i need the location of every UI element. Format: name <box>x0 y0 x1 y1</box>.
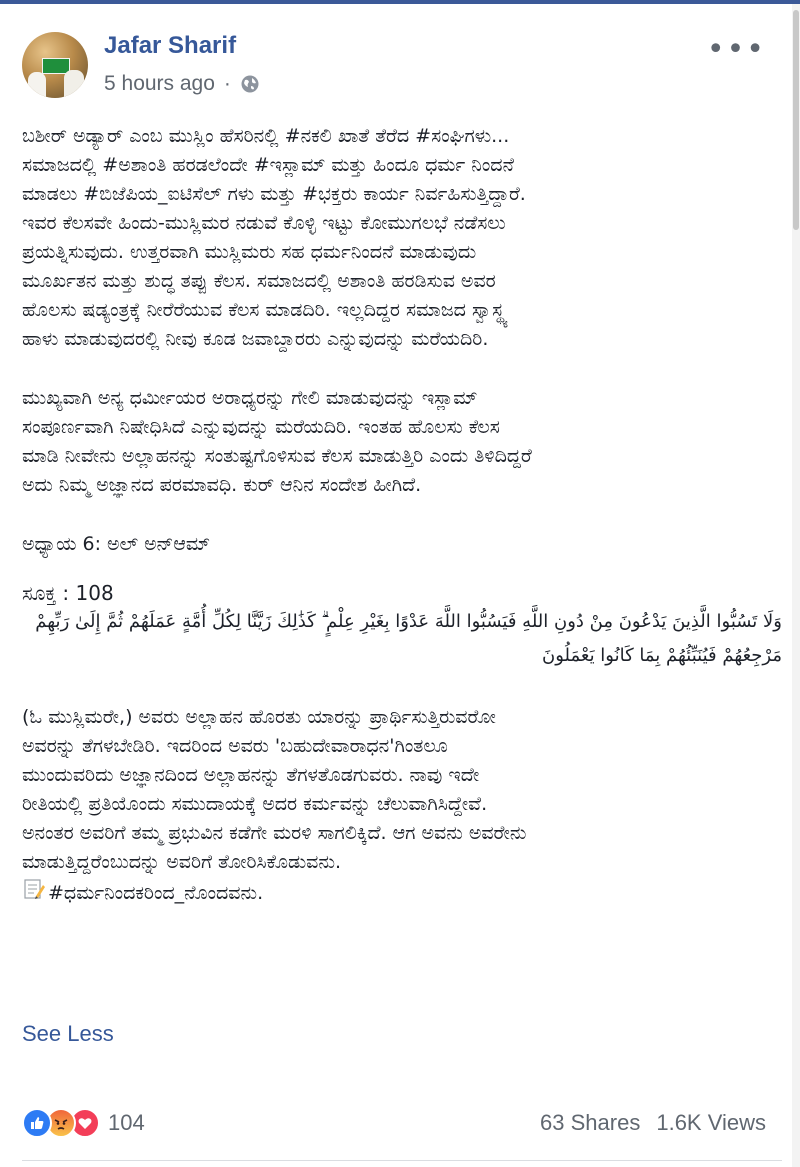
post-paragraph-2: ಮುಖ್ಯವಾಗಿ ಅನ್ಯ ಧರ್ಮೀಯರ ಅರಾಧ್ಯರನ್ನು ಗೇಲಿ ಮಾಡುವುದನ್ನು ಇಸ್ಲಾಮ್ ಸಂಪೂರ್ಣವಾಗಿ ನಿಷೇಧಿಸಿದೆ ಎನ್ನುವುದನ್ನು ಮರೆಯದಿರಿ. ಇಂತಹ ಹೊಲಸು ಕೆಲಸ ಮಾಡಿ ನೀವೇನು ಅಲ್ಲಾಹನನ್ನು ಸಂತುಷ್ಟಗೊಳಿಸುವ ಕೆಲಸ ಮಾಡುತ್ತಿರಿ ಎಂದು ತಿಳಿದಿದ್ದರೆ ಅದು ನಿಮ್ಮ ಅಜ್ಞಾನದ ಪರಮಾವಧಿ. ಕುರ್ ಆನಿನ ಸಂದೇಶ ಹೀಗಿದೆ. <box>22 387 532 496</box>
verse-number: ಸೂಕ್ತ : 108 <box>22 581 114 605</box>
avatar-person-left <box>28 72 46 98</box>
memo-icon <box>22 877 46 910</box>
shares-count[interactable]: 63 Shares <box>540 1110 641 1135</box>
divider <box>22 1160 782 1161</box>
post-stats <box>540 1110 766 1136</box>
closing-hashtag[interactable]: #ಧರ್ಮನಿಂದಕರಿಂದ_ನೊಂದವನು. <box>48 882 264 904</box>
reactions-summary[interactable] <box>22 1108 145 1138</box>
reaction-count: 104 <box>108 1110 145 1135</box>
chapter-title: ಅಧ್ಯಾಯ 6: ಅಲ್ ಅನ್ಆಮ್ <box>22 533 211 555</box>
avatar-person-right <box>64 70 84 98</box>
post-meta <box>104 72 260 96</box>
globe-icon[interactable] <box>240 74 260 94</box>
like-icon <box>22 1108 52 1138</box>
scrollbar[interactable] <box>792 4 800 1167</box>
avatar[interactable] <box>22 32 88 98</box>
views-count: 1.6K Views <box>656 1110 766 1135</box>
post-paragraph-1: ಬಶೀರ್ ಅಡ್ಯಾರ್ ಎಂಬ ಮುಸ್ಲಿಂ ಹೆಸರಿನಲ್ಲಿ #ನಕಲಿ ಖಾತೆ ತೆರೆದ #ಸಂಘಿಗಳು... ಸಮಾಜದಲ್ಲಿ #ಅಶಾಂತಿ ಹರಡಲೆಂದೇ #ಇಸ್ಲಾಮ್ ಮತ್ತು ಹಿಂದೂ ಧರ್ಮ ನಿಂದನೆ ಮಾಡಲು #ಬಿಜೆಪಿಯ_ಐಟಿಸೆಲ್ ಗಳು ಮತ್ತು #ಭಕ್ತರು ಕಾರ್ಯ ನಿರ್ವಹಿಸುತ್ತಿದ್ದಾರೆ. ಇವರ ಕೆಲಸವೇ ಹಿಂದು-ಮುಸ್ಲಿಮರ ನಡುವೆ ಕೊಳ್ಳಿ ಇಟ್ಟು ಕೋಮುಗಲಭೆ ನಡೆಸಲು ಪ್ರಯತ್ನಿಸುವುದು. ಉತ್ತರವಾಗಿ ಮುಸ್ಲಿಮರು ಸಹ ಧರ್ಮನಿಂದನೆ ಮಾಡುವುದು ಮೂರ್ಖತನ ಮತ್ತು ಶುದ್ಧ ತಪ್ಪು ಕೆಲಸ. ಸಮಾಜದಲ್ಲಿ ಅಶಾಂತಿ ಹರಡಿಸುವ ಅವರ ಹೊಲಸು ಷಡ್ಯಂತ್ರಕ್ಕೆ ನೀರೆರೆಯುವ ಕೆಲಸ ಮಾಡದಿರಿ. ಇಲ್ಲದಿದ್ದರ ಸಮಾಜದ ಸ್ವಾಸ್ಥ್ಯ ಹಾಳು ಮಾಡುವುದರಲ್ಲಿ ನೀವು ಕೂಡ ಜವಾಬ್ದಾರರು ಎನ್ನುವುದನ್ನು ಮರೆಯದಿರಿ. <box>22 125 526 350</box>
see-less-link[interactable]: See Less <box>22 1021 114 1046</box>
author-name[interactable]: Jafar Sharif <box>104 32 237 59</box>
arabic-verse: وَلَا تَسُبُّوا الَّذِينَ يَدْعُونَ مِنْ دُونِ اللَّهِ فَيَسُبُّوا اللَّهَ عَدْوًا بِغَيْرِ عِلْمٍ ۗ كَذَٰلِكَ زَيَّنَّا لِكُلِّ أُمَّةٍ عَمَلَهُمْ ثُمَّ إِلَىٰ رَبِّهِمْ مَرْجِعُهُمْ فَيُنَبِّئُهُمْ بِمَا كَانُوا يَعْمَلُونَ <box>35 611 782 666</box>
closing-line <box>22 877 782 910</box>
more-options-icon[interactable]: ••• <box>706 32 766 67</box>
scrollbar-thumb[interactable] <box>793 10 799 230</box>
post-body <box>22 122 782 910</box>
post-paragraph-3: (ಓ ಮುಸ್ಲಿಮರೇ,) ಅವರು ಅಲ್ಲಾಹನ ಹೊರತು ಯಾರನ್ನು ಪ್ರಾರ್ಥಿಸುತ್ತಿರುವರೋ ಅವರನ್ನು ತೆಗಳಬೇಡಿರಿ. ಇದರಿಂದ ಅವರು 'ಬಹುದೇವಾರಾಧನ'ಗಿಂತಲೂ ಮುಂದುವರಿದು ಅಜ್ಞಾನದಿಂದ ಅಲ್ಲಾಹನನ್ನು ತೆಗಳತೊಡಗುವರು. ನಾವು ಇದೇ ರೀತಿಯಲ್ಲಿ ಪ್ರತಿಯೊಂದು ಸಮುದಾಯಕ್ಕೆ ಅದರ ಕರ್ಮವನ್ನು ಚೆಲುವಾಗಿಸಿದ್ದೇವೆ. ಅನಂತರ ಅವರಿಗೆ ತಮ್ಮ ಪ್ರಭುವಿನ ಕಡೆಗೇ ಮರಳಿ ಸಾಗಲಿಕ್ಕಿದೆ. ಆಗ ಅವನು ಅವರೇನು ಮಾಡುತ್ತಿದ್ದರೆಂಬುದನ್ನು ಅವರಿಗೆ ತೋರಿಸಿಕೊಡುವನು. <box>22 706 527 873</box>
post-timestamp[interactable]: 5 hours ago <box>104 72 215 95</box>
meta-separator: · <box>223 72 231 95</box>
